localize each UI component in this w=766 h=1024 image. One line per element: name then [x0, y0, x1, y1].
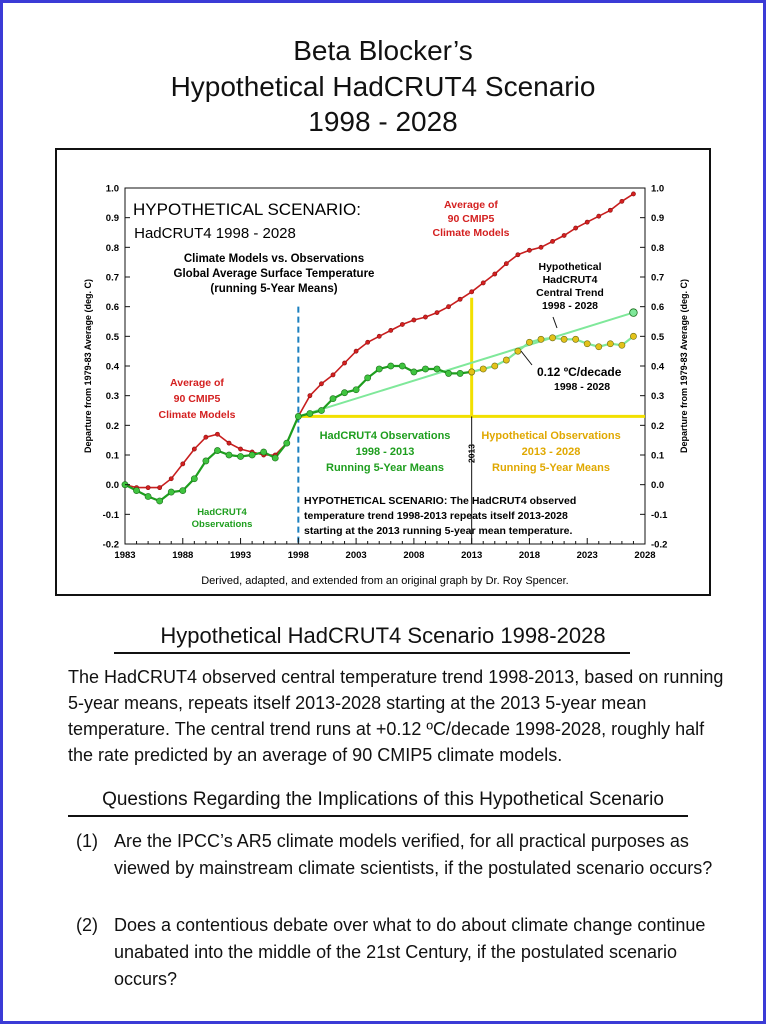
cmip5-point — [562, 233, 566, 237]
hypothetical-point — [607, 341, 613, 347]
hypothetical-observations-block-line-3: Running 5-Year Means — [492, 462, 610, 474]
chart-source-note: Derived, adapted, and extended from an original graph by Dr. Roy Spencer. — [201, 575, 569, 587]
cmip5-point — [631, 192, 635, 196]
y-axis-label-right: Departure from 1979-83 Average (deg. C) — [679, 279, 689, 453]
cmip5-point — [331, 373, 335, 377]
chart-title-line-1: HYPOTHETICAL SCENARIO: — [133, 200, 361, 219]
hadcrut4-observations-block-line-3: Running 5-Year Means — [326, 462, 444, 474]
cmip5-point — [238, 447, 242, 451]
y-tick-label-left: -0.2 — [102, 539, 119, 551]
hadcrut4-point — [214, 447, 220, 453]
cmip5-point — [435, 311, 439, 315]
chart-subtitle-line-2: Global Average Surface Temperature — [173, 268, 375, 280]
y-tick-label-right: 0.4 — [651, 361, 665, 373]
cmip5-point — [423, 315, 427, 319]
cmip5-point — [366, 340, 370, 344]
scenario-note-line-1: HYPOTHETICAL SCENARIO: The HadCRUT4 observed — [304, 495, 577, 507]
hadcrut4-point — [249, 452, 255, 458]
description-paragraph: The HadCRUT4 observed central temperature trend 1998-2013, based on running 5-year means, repeats itself 2013-2028 starting at the 2013 5-year mean temperature. The central trend runs at +0.12 ºC/decade 1998-2028, roughly half the rate predicted by an average of 90 CMIP5 climate models. — [68, 667, 724, 765]
cmip5-top-label-line-2: 90 CMIP5 — [447, 213, 495, 225]
hadcrut4-point — [330, 396, 336, 402]
cmip5-point — [308, 394, 312, 398]
rate-label-line-1: 0.12 ºC/decade — [537, 365, 622, 379]
cmip5-point — [516, 253, 520, 257]
hypothetical-point — [515, 348, 521, 354]
cmip5-point — [192, 447, 196, 451]
x-tick-label: 1988 — [172, 550, 194, 561]
questions-title: Questions Regarding the Implications of this Hypothetical Scenario — [102, 789, 664, 810]
scenario-note-line-2: temperature trend 1998-2013 repeats itself 2013-2028 — [304, 510, 568, 522]
question-2-text: Does a contentious debate over what to do about climate change continue unabated into the middle of the 21st Century, if the postulated scenario occurs? — [114, 915, 706, 989]
question-1-text: Are the IPCC’s AR5 climate models verified, for all practical purposes as viewed by mainstream climate scientists, if the postulated scenario occurs? — [114, 831, 713, 878]
y-tick-label-right: 0.6 — [651, 302, 665, 314]
cmip5-top-label-line-1: Average of — [444, 199, 498, 211]
hypothetical-point — [492, 363, 498, 369]
chart-frame — [55, 148, 711, 596]
hadcrut4-point — [365, 375, 371, 381]
y-tick-label-right: -0.2 — [651, 539, 668, 551]
hadcrut4-point — [168, 489, 174, 495]
cmip5-point — [527, 248, 531, 252]
hadcrut4-point — [133, 488, 139, 494]
cmip5-top-label-line-3: Climate Models — [432, 227, 510, 239]
hadcrut4-point — [411, 369, 417, 375]
cmip5-point — [227, 441, 231, 445]
hypothetical-observations-block-line-1: Hypothetical Observations — [481, 430, 621, 442]
hypothetical-point — [596, 344, 602, 350]
cmip5-point — [412, 318, 416, 322]
y-tick-label-left: 0.1 — [105, 450, 119, 462]
cmip5-point — [620, 199, 624, 203]
cmip5-point — [458, 297, 462, 301]
y-tick-label-left: 1.0 — [105, 183, 119, 195]
hypothetical-point — [630, 333, 636, 339]
hypothetical-point — [469, 369, 475, 375]
cmip5-point — [204, 435, 208, 439]
y-tick-label-left: 0.9 — [105, 213, 119, 225]
hadcrut4-observations-small-label-line-1: HadCRUT4 — [197, 507, 247, 518]
cmip5-point — [354, 349, 358, 353]
vline-2013-label: 2013 — [466, 444, 477, 463]
cmip5-point — [574, 226, 578, 230]
hadcrut4-point — [191, 476, 197, 482]
questions-title-underline — [68, 815, 688, 817]
y-tick-label-left: 0.7 — [105, 272, 119, 284]
hadcrut4-point — [203, 458, 209, 464]
hadcrut4-point — [261, 449, 267, 455]
rate-label-line-2: 1998 - 2028 — [554, 381, 611, 393]
chart-title-line-2: HadCRUT4 1998 - 2028 — [134, 225, 296, 242]
x-tick-label: 2003 — [345, 550, 367, 561]
y-tick-label-left: -0.1 — [102, 509, 119, 521]
question-1 — [76, 828, 716, 882]
cmip5-point — [158, 486, 162, 490]
y-tick-label-left: 0.5 — [105, 331, 119, 343]
cmip5-point — [342, 361, 346, 365]
cmip5-point — [169, 477, 173, 481]
hypothetical-point — [584, 341, 590, 347]
central-trend-arrow — [553, 317, 557, 328]
x-tick-label: 2023 — [576, 550, 598, 561]
hadcrut4-point — [341, 390, 347, 396]
hadcrut4-point — [399, 363, 405, 369]
central-trend-label-line-2: HadCRUT4 — [542, 274, 598, 286]
y-tick-label-right: 1.0 — [651, 183, 665, 195]
cmip5-left-label-line-2: 90 CMIP5 — [173, 393, 221, 405]
cmip5-left-label-line-3: Climate Models — [158, 409, 236, 421]
hypothetical-point — [619, 342, 625, 348]
hypothetical-point — [503, 357, 509, 363]
hadcrut4-observations-block-line-1: HadCRUT4 Observations — [319, 430, 451, 442]
cmip5-point — [470, 290, 474, 294]
chart-subtitle-line-3: (running 5-Year Means) — [210, 283, 338, 295]
cmip5-point — [608, 208, 612, 212]
hadcrut4-point — [237, 453, 243, 459]
cmip5-point — [181, 462, 185, 466]
y-tick-label-right: 0.9 — [651, 213, 665, 225]
cmip5-point — [446, 305, 450, 309]
hadcrut4-point — [353, 387, 359, 393]
y-tick-label-left: 0.6 — [105, 302, 119, 314]
chart-subtitle-line-1: Climate Models vs. Observations — [183, 253, 365, 265]
hadcrut4-point — [180, 488, 186, 494]
hadcrut4-observations-block-line-2: 1998 - 2013 — [355, 446, 415, 458]
hadcrut4-point — [318, 407, 324, 413]
hadcrut4-observations-small-label-line-2: Observations — [191, 519, 253, 530]
hadcrut4-point — [226, 452, 232, 458]
hadcrut4-point — [145, 493, 151, 499]
y-tick-label-left: 0.2 — [105, 420, 119, 432]
x-tick-label: 1983 — [114, 550, 136, 561]
y-tick-label-left: 0.0 — [105, 480, 119, 492]
cmip5-left-label-line-1: Average of — [170, 377, 224, 389]
x-tick-label: 2008 — [403, 550, 425, 561]
y-axis-label-left: Departure from 1979-83 Average (deg. C) — [83, 279, 93, 453]
page-title-line-3: 1998 - 2028 — [308, 106, 458, 137]
question-1-number: (1) — [76, 831, 98, 851]
scenario-note-line-3: starting at the 2013 running 5-year mean temperature. — [304, 525, 573, 537]
cmip5-point — [585, 220, 589, 224]
question-2-number: (2) — [76, 915, 98, 935]
hadcrut4-point — [457, 370, 463, 376]
hypothetical-point — [480, 366, 486, 372]
y-tick-label-right: 0.1 — [651, 450, 665, 462]
hadcrut4-point — [422, 366, 428, 372]
hadcrut4-point — [307, 410, 313, 416]
y-tick-label-left: 0.8 — [105, 242, 119, 254]
cmip5-point — [377, 334, 381, 338]
section-title-underline — [114, 652, 630, 654]
central-trend-label-line-1: Hypothetical — [538, 261, 602, 273]
cmip5-point — [389, 328, 393, 332]
page-title-line-2: Hypothetical HadCRUT4 Scenario — [170, 71, 596, 102]
hypothetical-observations-block-line-2: 2013 - 2028 — [521, 446, 581, 458]
cmip5-point — [481, 281, 485, 285]
hypothetical-point — [526, 339, 532, 345]
x-tick-label: 1993 — [229, 550, 252, 561]
cmip5-point — [215, 432, 219, 436]
question-2 — [76, 912, 716, 993]
hadcrut4-point — [284, 440, 290, 446]
cmip5-point — [550, 239, 554, 243]
cmip5-point — [319, 382, 323, 386]
hypothetical-point — [549, 335, 555, 341]
x-tick-label: 2028 — [634, 550, 656, 561]
trend-endpoint-point — [630, 309, 638, 317]
page-title-line-1: Beta Blocker’s — [293, 35, 473, 66]
y-tick-label-left: 0.4 — [105, 361, 119, 373]
hypothetical-point — [573, 336, 579, 342]
cmip5-point — [400, 322, 404, 326]
hadcrut4-point — [434, 366, 440, 372]
cmip5-point — [597, 214, 601, 218]
temperature-chart — [57, 150, 709, 594]
hadcrut4-point — [295, 413, 301, 419]
cmip5-point — [146, 486, 150, 490]
hadcrut4-point — [376, 366, 382, 372]
y-tick-label-right: -0.1 — [651, 509, 668, 521]
hadcrut4-point — [272, 455, 278, 461]
hadcrut4-point — [445, 370, 451, 376]
y-tick-label-right: 0.7 — [651, 272, 665, 284]
y-tick-label-right: 0.0 — [651, 480, 665, 492]
x-tick-label: 2018 — [518, 550, 541, 561]
y-tick-label-right: 0.2 — [651, 420, 665, 432]
hypothetical-point — [561, 336, 567, 342]
x-tick-label: 1998 — [287, 550, 309, 561]
y-tick-label-left: 0.3 — [105, 391, 119, 403]
cmip5-point — [493, 272, 497, 276]
y-tick-label-right: 0.3 — [651, 391, 665, 403]
x-tick-label: 2013 — [461, 550, 483, 561]
hadcrut4-point — [157, 498, 163, 504]
y-tick-label-right: 0.5 — [651, 331, 665, 343]
hypothetical-point — [538, 336, 544, 342]
central-trend-label-line-4: 1998 - 2028 — [541, 300, 599, 312]
central-trend-label-line-3: Central Trend — [536, 287, 604, 299]
cmip5-point — [539, 245, 543, 249]
hadcrut4-point — [388, 363, 394, 369]
y-tick-label-right: 0.8 — [651, 242, 665, 254]
section-title: Hypothetical HadCRUT4 Scenario 1998-2028 — [160, 623, 606, 648]
rate-arrow — [521, 351, 532, 365]
cmip5-point — [504, 262, 508, 266]
